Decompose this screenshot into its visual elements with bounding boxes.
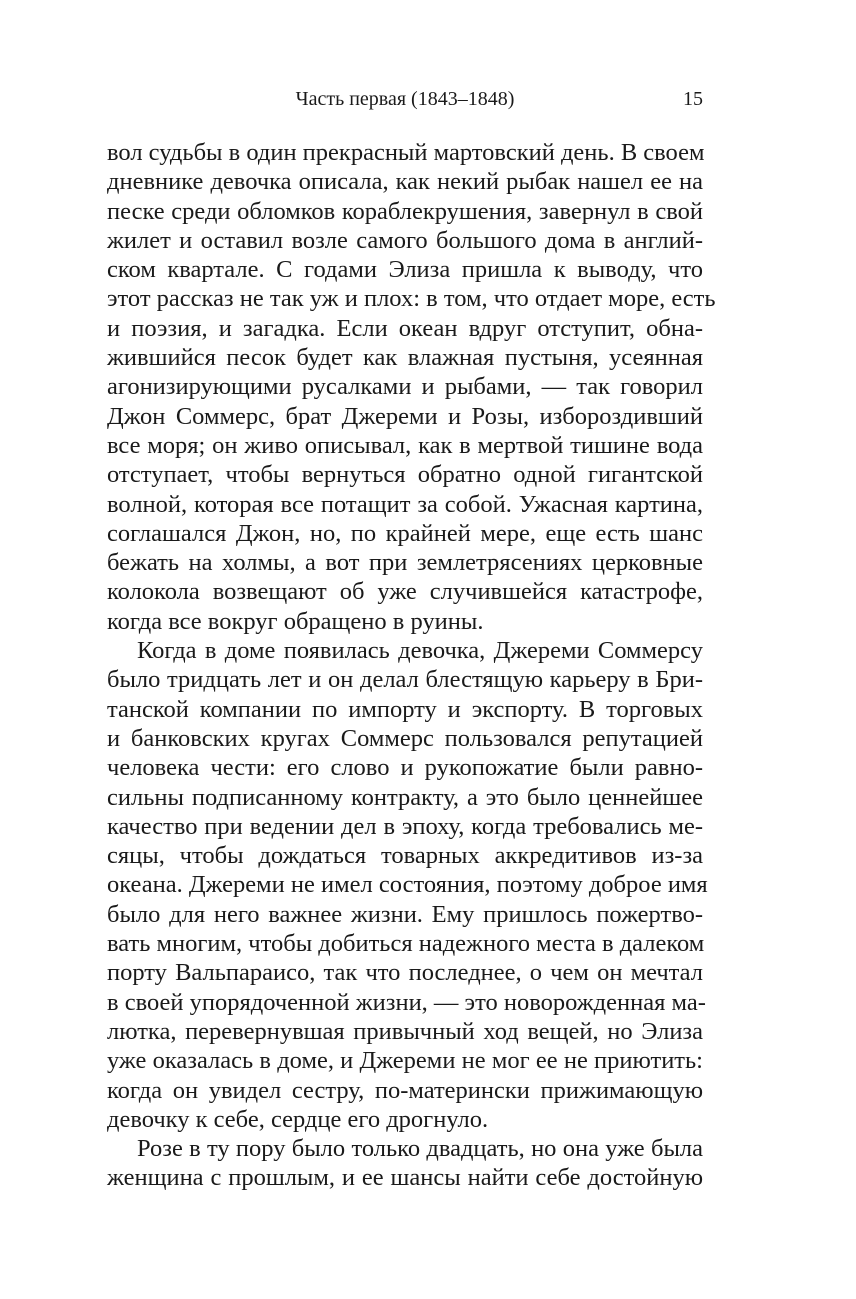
text-line: Джон Соммерс, брат Джереми и Розы, избороздивший [107,402,703,430]
text-line: женщина с прошлым, и ее шансы найти себе достойную [107,1164,703,1192]
text-line: в своей упорядоченной жизни, — это новорожденная ма- [107,988,706,1016]
paragraph [107,138,716,636]
text-line: соглашался Джон, но, по крайней мере, еще есть шанс [107,519,703,547]
text-line: волной, которая все потащит за собой. Ужасная картина, [107,490,703,518]
text-line: бежать на холмы, а вот при землетрясениях церковные [107,549,703,577]
text-line: танской компании по импорту и экспорту. В торговых [107,695,703,723]
text-line: отступает, чтобы вернуться обратно одной гигантской [107,461,703,489]
text-line: ском квартале. С годами Элиза пришла к выводу, что [107,256,703,284]
text-line: Розе в ту пору было только двадцать, но она уже была [137,1135,703,1163]
body-text [107,138,716,1193]
text-line: дневнике девочка описала, как некий рыбак нашел ее на [107,168,703,196]
text-line: жилет и оставил возле самого большого дома в англий- [107,226,703,254]
text-line: Когда в доме появилась девочка, Джереми Соммерсу [137,637,703,665]
paragraph [107,636,708,1134]
running-head [107,84,703,114]
text-line: когда он увидел сестру, по-матерински прижимающую [107,1076,703,1104]
paragraph [107,1134,703,1193]
text-line: агонизирующими русалками и рыбами, — так говорил [107,373,703,401]
text-line: качество при ведении дел в эпоху, когда требовались ме- [107,812,703,840]
text-line: вол судьбы в один прекрасный мартовский день. В своем [107,139,705,166]
text-line: уже оказалась в доме, и Джереми не мог ее не приютить: [107,1047,703,1075]
text-line: и банковских кругах Соммерс пользовался репутацией [107,724,703,752]
text-line: все моря; он живо описывал, как в мертвой тишине вода [107,431,703,459]
text-line: сяцы, чтобы дождаться товарных аккредитивов из-за [107,842,703,870]
text-line: колокола возвещают об уже случившейся катастрофе, [107,578,703,606]
text-line: и поэзия, и загадка. Если океан вдруг отступит, обна- [107,314,703,342]
text-line: жившийся песок будет как влажная пустыня, усеянная [107,344,703,372]
text-line: океана. Джереми не имел состояния, поэтому доброе имя [107,871,708,899]
text-line: было тридцать лет и он делал блестящую карьеру в Бри- [107,666,703,694]
text-line: лютка, перевернувшая привычный ход вещей, но Элиза [107,1017,703,1045]
text-line: когда все вокруг обращено в руины. [107,607,484,635]
text-line: человека чести: его слово и рукопожатие были равно- [107,754,703,782]
page-number: 15 [683,88,703,110]
text-line: сильны подписанному контракту, а это было ценнейшее [107,783,703,811]
text-line: было для него важнее жизни. Ему пришлось пожертво- [107,900,703,928]
text-line: этот рассказ не так уж и плох: в том, что отдает море, есть [107,285,716,313]
running-title: Часть первая (1843–1848) [295,88,515,110]
text-line: песке среди обломков кораблекрушения, завернул в свой [107,197,703,225]
text-line: вать многим, чтобы добиться надежного места в далеком [107,930,705,958]
text-line: девочку к себе, сердце его дрогнуло. [107,1105,489,1133]
text-line: порту Вальпараисо, так что последнее, о чем он мечтал [107,959,703,987]
